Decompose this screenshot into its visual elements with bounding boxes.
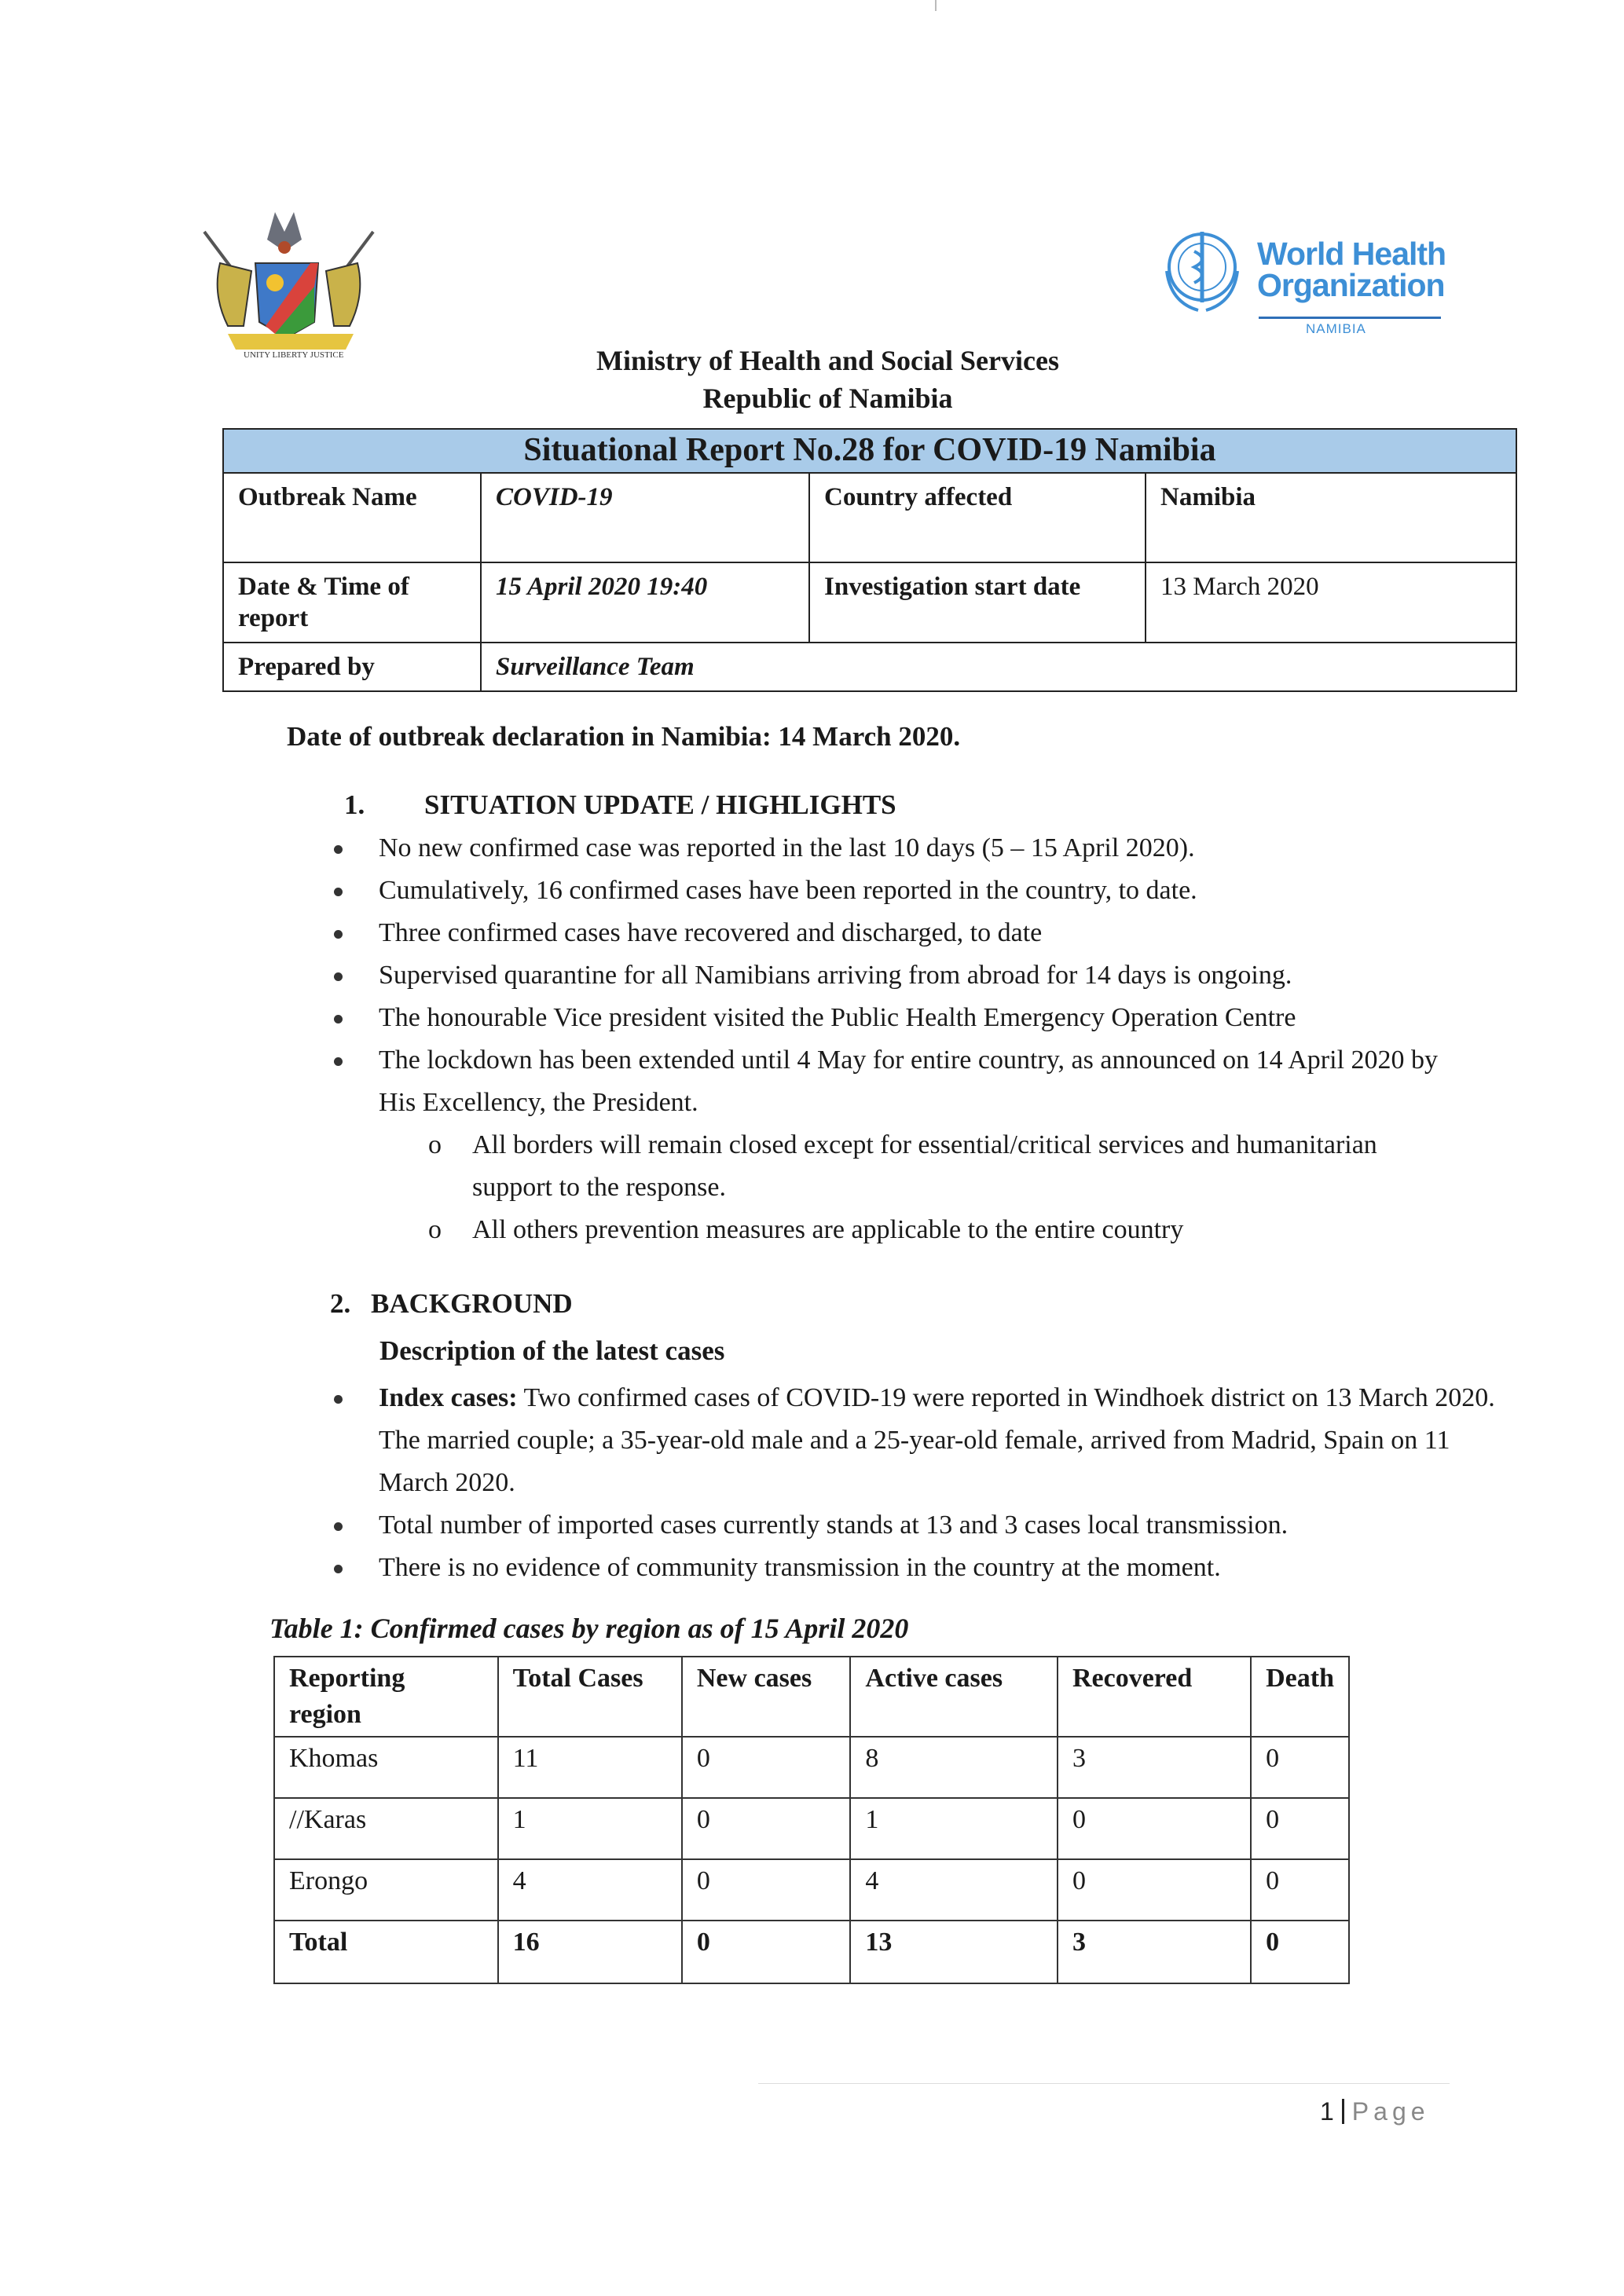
column-header: Reporting region (274, 1657, 498, 1737)
index-cases-text: Two confirmed cases of COVID-19 were reported in Windhoek district on 13 March 2020. The married couple; a 35-year-old male and a 25-year-old female, arrived from Madrid, Spain on 11 March 2020. (379, 1383, 1495, 1497)
table-cell: 0 (682, 1798, 851, 1859)
table-cell: 1 (850, 1798, 1058, 1859)
list-item: Total number of imported cases currently stands at 13 and 3 cases local transmission. (326, 1504, 1505, 1547)
svg-text:UNITY LIBERTY JUSTICE: UNITY LIBERTY JUSTICE (244, 350, 344, 360)
footer-divider (758, 2083, 1450, 2084)
table-cell: 3 (1058, 1737, 1251, 1798)
section1-heading (344, 789, 896, 821)
table-total-row (274, 1921, 1349, 1983)
ministry-name: Ministry of Health and Social Services (596, 345, 1059, 376)
outbreak-declaration: Date of outbreak declaration in Namibia: 14 March 2020. (287, 721, 961, 752)
sub-list-item: o All borders will remain closed except for essential/critical services and humanitarian support to the response. (326, 1124, 1505, 1209)
column-header: Total Cases (498, 1657, 682, 1737)
table-cell: 0 (1058, 1798, 1251, 1859)
column-header: Death (1251, 1657, 1349, 1737)
who-country: NAMIBIA (1306, 321, 1366, 336)
outbreak-name-label: Outbreak Name (223, 473, 481, 562)
table-cell: 0 (682, 1921, 851, 1983)
table-cell: 0 (1251, 1798, 1349, 1859)
list-item: There is no evidence of community transmission in the country at the moment. (326, 1547, 1505, 1589)
country-value: Namibia (1146, 473, 1516, 562)
republic-name: Republic of Namibia (702, 383, 953, 414)
table-cell: 0 (1251, 1921, 1349, 1983)
report-datetime-value: 15 April 2020 19:40 (481, 562, 809, 643)
list-item: Three confirmed cases have recovered and discharged, to date (326, 912, 1505, 954)
page-label: Page (1351, 2097, 1430, 2126)
page-number-value: 1 (1320, 2097, 1334, 2126)
investigation-start-value: 13 March 2020 (1146, 562, 1516, 643)
who-logo (1155, 224, 1454, 342)
list-item: The lockdown has been extended until 4 May for entire country, as announced on 14 April 2020 by His Excellency, the President. (326, 1039, 1505, 1124)
table-cell: 4 (850, 1859, 1058, 1921)
column-header: New cases (682, 1657, 851, 1737)
who-line2: Organization (1257, 267, 1445, 303)
table-cell: Total (274, 1921, 498, 1983)
section1-title: SITUATION UPDATE / HIGHLIGHTS (424, 789, 896, 820)
table-row (274, 1859, 1349, 1921)
country-label: Country affected (809, 473, 1146, 562)
table-cell: 1 (498, 1798, 682, 1859)
list-item: Cumulatively, 16 confirmed cases have been reported in the country, to date. (326, 870, 1505, 912)
section2-number: 2. (330, 1288, 351, 1319)
table-cell: 4 (498, 1859, 682, 1921)
prepared-by-label: Prepared by (223, 643, 481, 691)
investigation-start-label: Investigation start date (809, 562, 1146, 643)
page-separator (1342, 2099, 1344, 2124)
who-divider (1259, 317, 1441, 319)
page-number (1320, 2097, 1430, 2126)
namibia-coat-of-arms-icon (196, 208, 381, 361)
section1-number: 1. (344, 789, 365, 820)
ministry-heading (0, 342, 1624, 417)
section2-title: BACKGROUND (371, 1288, 573, 1319)
list-item: Supervised quarantine for all Namibians arriving from abroad for 14 days is ongoing. (326, 954, 1505, 997)
table-cell: 0 (682, 1859, 851, 1921)
table-cell: 16 (498, 1921, 682, 1983)
table-cell: 0 (1251, 1859, 1349, 1921)
prepared-by-value: Surveillance Team (481, 643, 1516, 691)
sub-list-item: o All others prevention measures are applicable to the entire country (326, 1209, 1505, 1251)
column-header: Recovered (1058, 1657, 1251, 1737)
report-title: Situational Report No.28 for COVID-19 Namibia (223, 429, 1516, 473)
table-cell: 0 (1251, 1737, 1349, 1798)
report-info-table (222, 428, 1517, 692)
table-cell: 11 (498, 1737, 682, 1798)
index-cases-label: Index cases: (379, 1383, 518, 1412)
table-cell: Khomas (274, 1737, 498, 1798)
section2-subtitle: Description of the latest cases (379, 1335, 725, 1366)
table-cell: 0 (1058, 1859, 1251, 1921)
table-cell: //Karas (274, 1798, 498, 1859)
list-item: The honourable Vice president visited the Public Health Emergency Operation Centre (326, 997, 1505, 1039)
outbreak-name-value: COVID-19 (481, 473, 809, 562)
table-cell: 13 (850, 1921, 1058, 1983)
cases-by-region-table (273, 1656, 1350, 1984)
background-list (326, 1377, 1505, 1589)
table-cell: 0 (682, 1737, 851, 1798)
highlights-list (326, 827, 1505, 1251)
section2-heading (330, 1288, 573, 1320)
scan-mark (935, 0, 937, 11)
report-datetime-label: Date & Time of report (223, 562, 481, 643)
table-row (274, 1737, 1349, 1798)
list-item: No new confirmed case was reported in the last 10 days (5 – 15 April 2020). (326, 827, 1505, 870)
list-item (326, 1377, 1505, 1504)
table-cell: Erongo (274, 1859, 498, 1921)
who-emblem-icon (1155, 224, 1249, 318)
table1-caption: Table 1: Confirmed cases by region as of 15 April 2020 (269, 1613, 909, 1644)
who-line1: World Health (1257, 236, 1446, 272)
table-row (274, 1798, 1349, 1859)
table-cell: 3 (1058, 1921, 1251, 1983)
table-cell: 8 (850, 1737, 1058, 1798)
column-header: Active cases (850, 1657, 1058, 1737)
